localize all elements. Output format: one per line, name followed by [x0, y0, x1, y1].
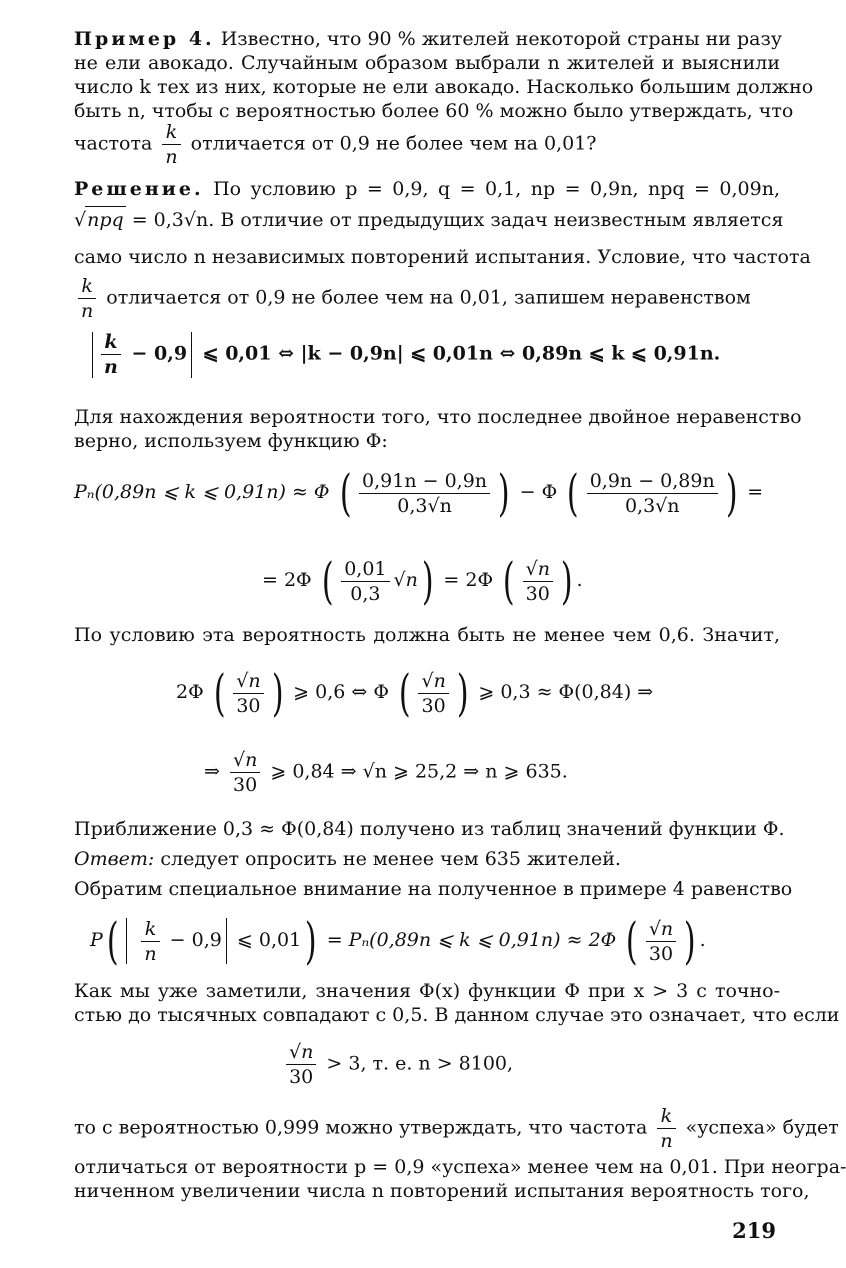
- fraction-k-over-n: $\frac{k}{n}$: [141, 917, 159, 966]
- fraction-sqrtn-30: $\frac{√n}{30}$: [418, 669, 448, 718]
- text-frequency: частота: [74, 132, 153, 155]
- example-4-line-4: быть n, чтобы с вероятностью более 60 % можно было утверждать, что: [74, 100, 794, 122]
- example-text: Известно, что 90 % жителей некоторой страны ни разу: [220, 28, 783, 50]
- solution-label: Решение.: [74, 178, 204, 200]
- fraction-sqrtn-30: $\frac{√n}{30}$: [646, 917, 676, 966]
- equation-simplified: = 2Φ ( $\frac{0,01}{0,3}$ √n) = 2Φ ( $\frac{√n}{30}$ ) .: [262, 552, 583, 610]
- example-4-line-3: число k тех из них, которые не ели авокадо. Насколько большим должно: [74, 76, 814, 98]
- fraction-001-03: $\frac{0,01}{0,3}$: [341, 557, 389, 606]
- fraction-sqrtn-30: $\frac{√n}{30}$: [233, 669, 263, 718]
- answer-text: следует опросить не менее чем 635 жителей.: [160, 848, 621, 870]
- answer-label: Ответ:: [74, 848, 155, 870]
- sqrt-npq: √npq: [74, 209, 126, 231]
- equation-probability: Pₙ(0,89n ⩽ k ⩽ 0,91n) ≈ Φ ( $\frac{0,91n - 0,9n}{0,3√n}$ ) − Φ ( $\frac{0,9n - 0,89n}{0,3√n}$ ) =: [74, 464, 764, 522]
- text-line-p7-1: [74, 1104, 839, 1153]
- solution-line-3: само число n независимых повторений испытания. Условие, что частота: [74, 246, 811, 268]
- solution-text-4: отличается от 0,9 не более чем на 0,01, запишем неравенством: [106, 286, 751, 309]
- text-line-p4: По условию эта вероятность должна быть не менее чем 0,6. Значит,: [74, 624, 780, 646]
- text-line-p6-1: Как мы уже заметили, значения Φ(x) функции Φ при x > 3 с точно-: [74, 980, 780, 1002]
- equation-result: ⇒ $\frac{√n}{30}$ ⩾ 0,84 ⇒ √n ⩾ 25,2 ⇒ n ⩾ 635.: [204, 749, 568, 796]
- equation-probability-equality: P( $\frac{k}{n}$ − 0,9 ⩽ 0,01) = Pₙ(0,89n ⩽ k ⩽ 0,91n) ≈ 2Φ ( $\frac{√n}{30}$ ) .: [90, 912, 706, 970]
- text-line-p7-3: ниченном увеличении числа n повторений испытания вероятность того,: [74, 1180, 810, 1202]
- example-4-line-2: не ели авокадо. Случайным образом выбрали n жителей и выяснили: [74, 52, 780, 74]
- page-number: 219: [732, 1218, 776, 1243]
- solution-line-4: [74, 274, 751, 323]
- equation-inequality-1: $\frac{k}{n}$ − 0,9 ⩽ 0,01 ⇔ |k − 0,9n| ⩽ 0,01n ⇔ 0,89n ⩽ k ⩽ 0,91n.: [88, 330, 720, 379]
- fraction-1: $\frac{0,91n - 0,9n}{0,3√n}$: [359, 469, 490, 518]
- text-line-p6-2: стью до тысячных совпадают с 0,5. В данном случае это означает, что если: [74, 1004, 840, 1026]
- text-success: «успеха» будет: [685, 1116, 839, 1139]
- solution-line-2: [74, 206, 784, 233]
- fraction-k-over-n: $\frac{k}{n}$: [78, 274, 96, 323]
- solution-line-1: [74, 176, 780, 202]
- example-4-line-1: [74, 26, 783, 52]
- fraction-k-over-n: $\frac{k}{n}$: [657, 1104, 675, 1153]
- example-label: Пример 4.: [74, 28, 215, 50]
- fraction-2: $\frac{0,9n - 0,89n}{0,3√n}$: [587, 469, 718, 518]
- text-line-p3-2: верно, используем функцию Φ:: [74, 430, 388, 452]
- answer-line: [74, 846, 780, 872]
- example-4-line-5: [74, 120, 596, 169]
- fraction-sqrtn-30: $\frac{√n}{30}$: [523, 557, 553, 606]
- fraction-k-over-n: $\frac{k}{n}$: [162, 120, 180, 169]
- solution-text-2: = 0,3√n. В отличие от предыдущих задач неизвестным является: [131, 209, 784, 231]
- fraction-k-over-n: $\frac{k}{n}$: [101, 330, 121, 379]
- equation-threshold: $\frac{√n}{30}$ > 3, т. е. n > 8100,: [282, 1040, 513, 1089]
- text-condition: отличается от 0,9 не более чем на 0,01?: [190, 132, 597, 155]
- text-line-p5-3: Обратим специальное внимание на полученное в примере 4 равенство: [74, 878, 793, 900]
- text-line-p5-1: Приближение 0,3 ≈ Φ(0,84) получено из таблиц значений функции Φ.: [74, 818, 785, 840]
- text-line-p7-2: отличаться от вероятности p = 0,9 «успеха» менее чем на 0,01. При неогра-: [74, 1156, 846, 1178]
- text-probability: то с вероятностью 0,999 можно утверждать, что частота: [74, 1116, 648, 1139]
- solution-text: По условию p = 0,9, q = 0,1, np = 0,9n, npq = 0,09n,: [213, 178, 780, 200]
- fraction-sqrtn-30: $\frac{√n}{30}$: [286, 1040, 316, 1089]
- equation-condition: 2Φ ( $\frac{√n}{30}$ ) ⩾ 0,6 ⇔ Φ ( $\frac{√n}{30}$ ) ⩾ 0,3 ≈ Φ(0,84) ⇒: [176, 664, 654, 722]
- text-line-p3-1: Для нахождения вероятности того, что последнее двойное неравенство: [74, 406, 802, 428]
- fraction-sqrtn-30: $\frac{√n}{30}$: [230, 748, 260, 797]
